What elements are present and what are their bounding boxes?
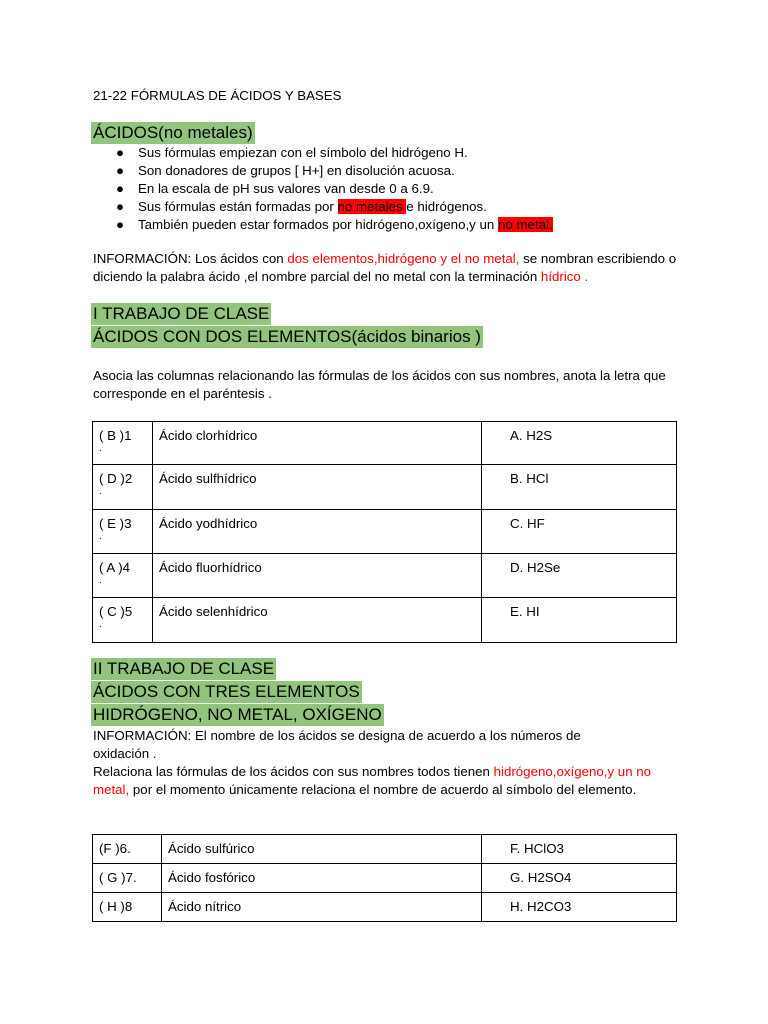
formula-cell: D. H2Se — [482, 554, 677, 598]
acid-properties-list — [94, 144, 694, 234]
formula-cell: C. HF — [482, 510, 677, 554]
bullet-icon: ● — [116, 217, 125, 232]
list-item: ● Son donadores de grupos [ H+] en disolución acuosa. — [116, 163, 455, 178]
list-item: ● Sus fórmulas empiezan con el símbolo del hidrógeno H. — [116, 145, 468, 160]
acidos-dos-elementos-heading: ÁCIDOS CON DOS ELEMENTOS(ácidos binarios ) — [93, 327, 481, 346]
answer-cell[interactable]: ( D )2 . — [93, 465, 153, 510]
answer-cell[interactable]: ( G )7. — [93, 864, 162, 893]
formula-cell: E. HI — [482, 598, 677, 643]
relate-paragraph: Relaciona las fórmulas de los ácidos con sus nombres todos tienen hidrógeno,oxígeno,y un no metal, por el momento únicamente relaciona el nombre de acuerdo al símbolo del elemento. — [93, 764, 652, 797]
highlight-no-metal: no metal. — [498, 217, 553, 232]
answer-cell[interactable]: ( B )1 . — [93, 422, 153, 465]
acid-name-cell: Ácido yodhídrico — [153, 510, 482, 554]
table-row — [93, 598, 677, 643]
acid-name-cell: Ácido fluorhídrico — [153, 554, 482, 598]
info-paragraph-1: INFORMACIÓN: Los ácidos con dos elementos,hidrógeno y el no metal, se nombran escribiendo o diciendo la palabra ácido ,el nombre parcial del no metal con la terminación hídrico . — [93, 251, 677, 284]
acidos-tres-elementos-heading: ÁCIDOS CON TRES ELEMENTOS — [93, 682, 360, 701]
table-row — [93, 893, 677, 922]
instructions-1: Asocia las columnas relacionando las fórmulas de los ácidos con sus nombres, anota la letra que corresponde en el paréntesis . — [93, 368, 666, 401]
formula-cell: F. HClO3 — [482, 835, 677, 864]
trabajo-clase-2-heading: II TRABAJO DE CLASE — [93, 659, 275, 678]
table-row — [93, 554, 677, 598]
highlight-no-metales: no metales — [337, 199, 407, 214]
ternary-acids-table — [92, 834, 677, 922]
answer-cell[interactable]: ( C )5 . — [93, 598, 153, 643]
hidrogeno-no-metal-oxigeno-heading: HIDRÓGENO, NO METAL, OXÍGENO — [93, 705, 382, 724]
acid-name-cell: Ácido selenhídrico — [153, 598, 482, 643]
document-title: 21-22 FÓRMULAS DE ÁCIDOS Y BASES — [93, 88, 342, 103]
table-row — [93, 864, 677, 893]
binary-acids-table — [92, 421, 677, 643]
list-item: ● Sus fórmulas están formadas por no metales e hidrógenos. — [116, 199, 487, 214]
bullet-icon: ● — [116, 181, 125, 196]
table-row — [93, 835, 677, 864]
acid-name-cell: Ácido clorhídrico — [153, 422, 482, 465]
answer-cell[interactable]: (F )6. — [93, 835, 162, 864]
list-item: ● En la escala de pH sus valores van desde 0 a 6.9. — [116, 181, 434, 196]
bullet-icon: ● — [116, 145, 125, 160]
acid-name-cell: Ácido sulfhídrico — [153, 465, 482, 510]
table-row — [93, 465, 677, 510]
acid-name-cell: Ácido nítrico — [162, 893, 482, 922]
table-row — [93, 510, 677, 554]
table-row — [93, 422, 677, 465]
answer-cell[interactable]: ( A )4 . — [93, 554, 153, 598]
formula-cell: H. H2CO3 — [482, 893, 677, 922]
answer-cell[interactable]: ( E )3 . — [93, 510, 153, 554]
acid-name-cell: Ácido sulfúrico — [162, 835, 482, 864]
list-item: ● También pueden estar formados por hidrógeno,oxígeno,y un no metal. — [116, 217, 553, 232]
formula-cell: B. HCl — [482, 465, 677, 510]
info-paragraph-2: INFORMACIÓN: El nombre de los ácidos se designa de acuerdo a los números de oxidación . — [93, 728, 581, 761]
acidos-heading: ÁCIDOS(no metales) — [93, 123, 253, 142]
trabajo-clase-1-heading: I TRABAJO DE CLASE — [93, 304, 270, 323]
acid-name-cell: Ácido fosfórico — [162, 864, 482, 893]
formula-cell: A. H2S — [482, 422, 677, 465]
bullet-icon: ● — [116, 163, 125, 178]
bullet-icon: ● — [116, 199, 125, 214]
formula-cell: G. H2SO4 — [482, 864, 677, 893]
answer-cell[interactable]: ( H )8 — [93, 893, 162, 922]
